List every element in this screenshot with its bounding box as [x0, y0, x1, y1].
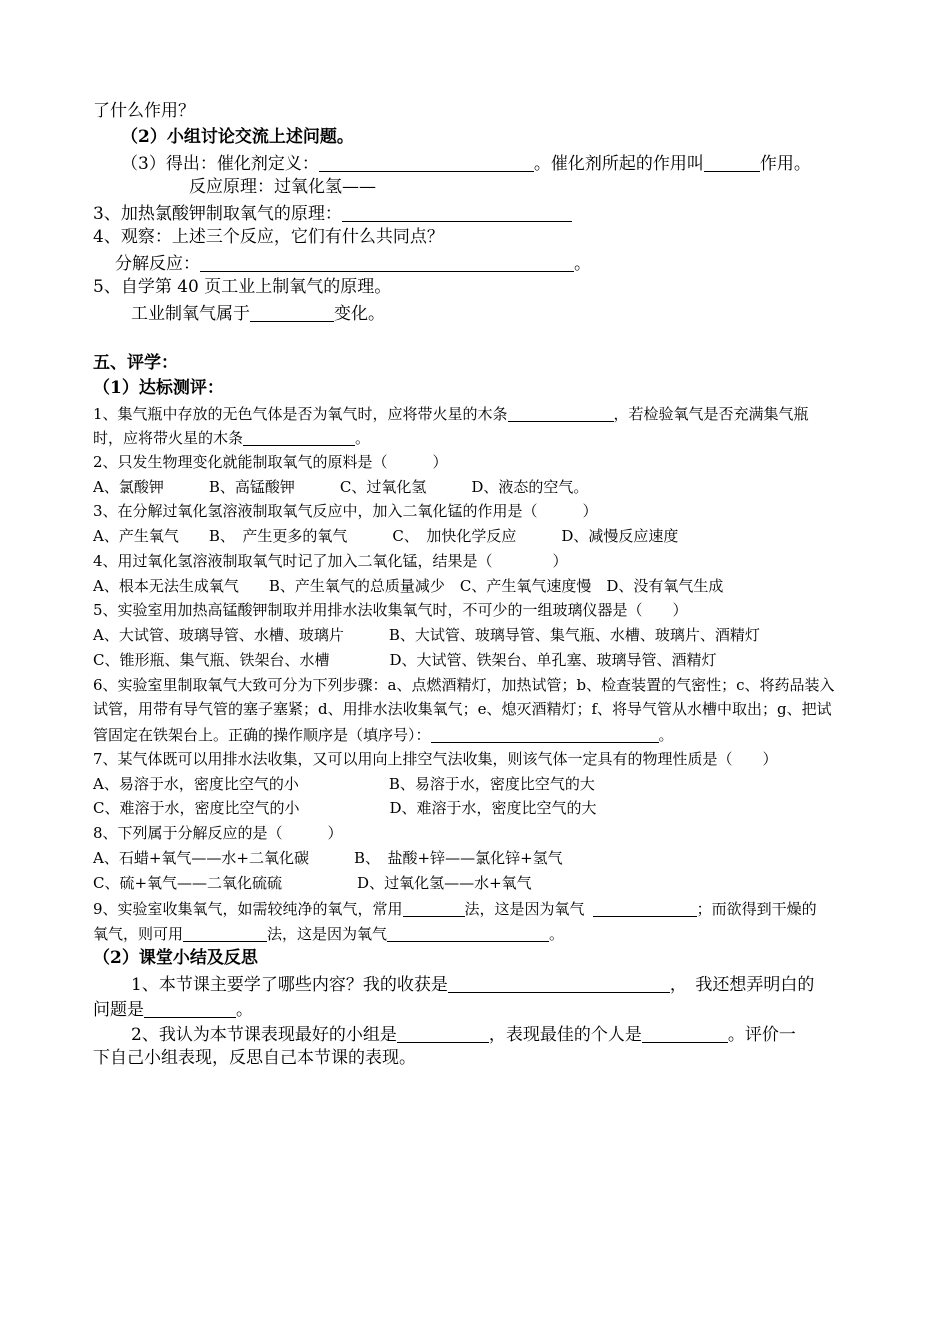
question-7-options — [93, 777, 595, 792]
text: 反应原理：过氧化氢—— — [189, 177, 376, 197]
question-7 — [93, 752, 778, 767]
text: 1、集气瓶中存放的无色气体是否为氧气时，应将带火星的木条 — [93, 405, 508, 423]
question-8-options — [93, 876, 532, 891]
catalyst-definition-line — [121, 154, 811, 173]
answer-blank[interactable] — [250, 304, 334, 322]
text: 。 — [658, 726, 674, 744]
text-line — [93, 103, 195, 120]
question-5 — [93, 603, 688, 618]
text: 1、本节课主要学了哪些内容？我的收获是 — [131, 975, 448, 995]
text: A、根本无法生成氧气 B、产生氧气的总质量减少 C、产生氧气速度慢 D、没有氧气生成 — [93, 577, 724, 595]
text: 6、实验室里制取氧气大致可分为下列步骤：a、点燃酒精灯，加热试管；b、检查装置的气密性；c、将药品装入 — [93, 676, 835, 694]
question-9-cont — [93, 926, 564, 942]
text: 2、只发生物理变化就能制取氧气的原料是（ ） — [93, 453, 448, 471]
answer-blank[interactable] — [200, 254, 574, 272]
answer-blank[interactable] — [642, 1025, 728, 1043]
text: 变化。 — [334, 304, 385, 324]
answer-blank[interactable] — [183, 926, 267, 942]
answer-blank[interactable] — [448, 975, 670, 993]
text: 了什么作用？ — [93, 101, 195, 121]
text: 。催化剂所起的作用叫 — [533, 154, 704, 174]
question-6-cont — [93, 727, 674, 743]
text: 3、加热氯酸钾制取氧气的原理： — [93, 204, 342, 224]
question-1 — [93, 406, 809, 422]
answer-blank[interactable] — [319, 154, 534, 172]
text: 2、我认为本节课表现最好的小组是 — [131, 1025, 397, 1045]
question-3 — [93, 504, 598, 519]
text: A、石蜡+氧气——水+二氧化碳 B、 盐酸+锌——氯化锌+氢气 — [93, 849, 563, 867]
text: 8、下列属于分解反应的是（ ） — [93, 824, 343, 842]
text: A、大试管、玻璃导管、水槽、玻璃片 B、大试管、玻璃导管、集气瓶、水槽、玻璃片、酒精灯 — [93, 626, 760, 644]
question-4 — [93, 554, 568, 569]
text: ， 我还想弄明白的 — [669, 975, 815, 995]
text: （2）小组讨论交流上述问题。 — [121, 127, 354, 147]
question-8-options — [93, 851, 563, 866]
text: 4、用过氧化氢溶液制取氧气时记了加入二氧化锰，结果是（ ） — [93, 552, 568, 570]
industrial-line — [131, 304, 385, 323]
text: C、难溶于水，密度比空气的小 D、难溶于水，密度比空气的大 — [93, 799, 597, 817]
answer-blank[interactable] — [144, 1000, 236, 1018]
text: 4、观察：上述三个反应，它们有什么共同点？ — [93, 227, 444, 247]
text: 时，应将带火星的木条 — [93, 429, 244, 447]
text: 。评价一 — [727, 1025, 796, 1045]
text: 工业制氧气属于 — [131, 304, 250, 324]
question-7-options — [93, 801, 597, 816]
text-line — [93, 279, 391, 296]
text: 法，这是因为氧气 — [267, 925, 388, 943]
question-6-cont — [93, 702, 832, 717]
text: A、氯酸钾 B、高锰酸钾 C、过氧化氢 D、液态的空气。 — [93, 478, 589, 496]
reflection-1-cont — [93, 1000, 253, 1019]
answer-blank[interactable] — [403, 901, 465, 917]
text: ；而欲得到干燥的 — [696, 900, 817, 918]
text: 五、评学： — [93, 353, 178, 373]
text: ，表现最佳的个人是 — [488, 1025, 642, 1045]
text: （1）达标测评： — [93, 378, 224, 398]
question-9 — [93, 901, 817, 917]
question-2-options — [93, 480, 588, 495]
question-4-options — [93, 579, 723, 594]
text: （3）得出：催化剂定义： — [121, 154, 319, 174]
text: 5、自学第 40 页工业上制氧气的原理。 — [93, 277, 392, 297]
text: 7、某气体既可以用排水法收集，又可以用向上排空气法收集，则该气体一定具有的物理性质是（ ） — [93, 750, 778, 768]
text: 氧气，则可用 — [93, 925, 184, 943]
question-5-options — [93, 653, 717, 668]
text: 。 — [574, 254, 591, 274]
reflection-2-cont — [93, 1050, 416, 1067]
subsection-title — [93, 380, 224, 397]
text: （2）课堂小结及反思 — [93, 948, 258, 968]
text: 。 — [355, 429, 371, 447]
answer-blank[interactable] — [387, 926, 549, 942]
text: 试管，用带有导气管的塞子塞紧；d、用排水法收集氧气；e、熄灭酒精灯；f、将导气管从水槽中取出；g、把试 — [93, 700, 832, 718]
reflection-1 — [131, 975, 814, 994]
text: 3、在分解过氧化氢溶液制取氧气反应中，加入二氧化锰的作用是（ ） — [93, 502, 598, 520]
answer-blank[interactable] — [593, 901, 697, 917]
discussion-heading — [121, 129, 354, 146]
subsection-title — [93, 950, 258, 967]
answer-blank[interactable] — [243, 430, 355, 446]
text-line — [93, 229, 444, 246]
text: 5、实验室用加热高锰酸钾制取并用排水法收集氧气时，不可少的一组玻璃仪器是（ ） — [93, 601, 688, 619]
answer-blank[interactable] — [431, 727, 659, 743]
text: ，若检验氧气是否充满集气瓶 — [613, 405, 809, 423]
question-8 — [93, 826, 343, 841]
answer-blank[interactable] — [342, 204, 572, 222]
text: 问题是 — [93, 1000, 144, 1020]
text: 9、实验室收集氧气，如需较纯净的氧气，常用 — [93, 900, 403, 918]
reaction-principle-line — [189, 179, 376, 196]
answer-blank[interactable] — [704, 154, 760, 172]
answer-blank[interactable] — [397, 1025, 489, 1043]
question-1-cont — [93, 430, 370, 446]
text: A、产生氧气 B、 产生更多的氧气 C、 加快化学反应 D、减慢反应速度 — [93, 527, 679, 545]
text: 作用。 — [759, 154, 811, 174]
text: 。 — [236, 1000, 253, 1020]
question-2 — [93, 455, 448, 470]
kclo3-principle-line — [93, 204, 572, 223]
reflection-2 — [131, 1025, 796, 1044]
text: 。 — [549, 925, 565, 943]
text: C、硫+氧气——二氧化硫硫 D、过氧化氢——水+氧气 — [93, 874, 532, 892]
question-3-options — [93, 529, 678, 544]
answer-blank[interactable] — [508, 406, 614, 422]
text: A、易溶于水，密度比空气的小 B、易溶于水，密度比空气的大 — [93, 775, 595, 793]
section-title — [93, 355, 178, 372]
question-5-options — [93, 628, 760, 643]
text: 下自己小组表现，反思自己本节课的表现。 — [93, 1048, 416, 1068]
text: 法，这是因为氧气 — [464, 900, 585, 918]
text: 分解反应： — [115, 254, 200, 274]
text: 管固定在铁架台上。正确的操作顺序是（填序号）： — [93, 726, 431, 744]
text: C、锥形瓶、集气瓶、铁架台、水槽 D、大试管、铁架台、单孔塞、玻璃导管、酒精灯 — [93, 651, 717, 669]
decomposition-line — [115, 254, 591, 273]
question-6 — [93, 678, 835, 693]
